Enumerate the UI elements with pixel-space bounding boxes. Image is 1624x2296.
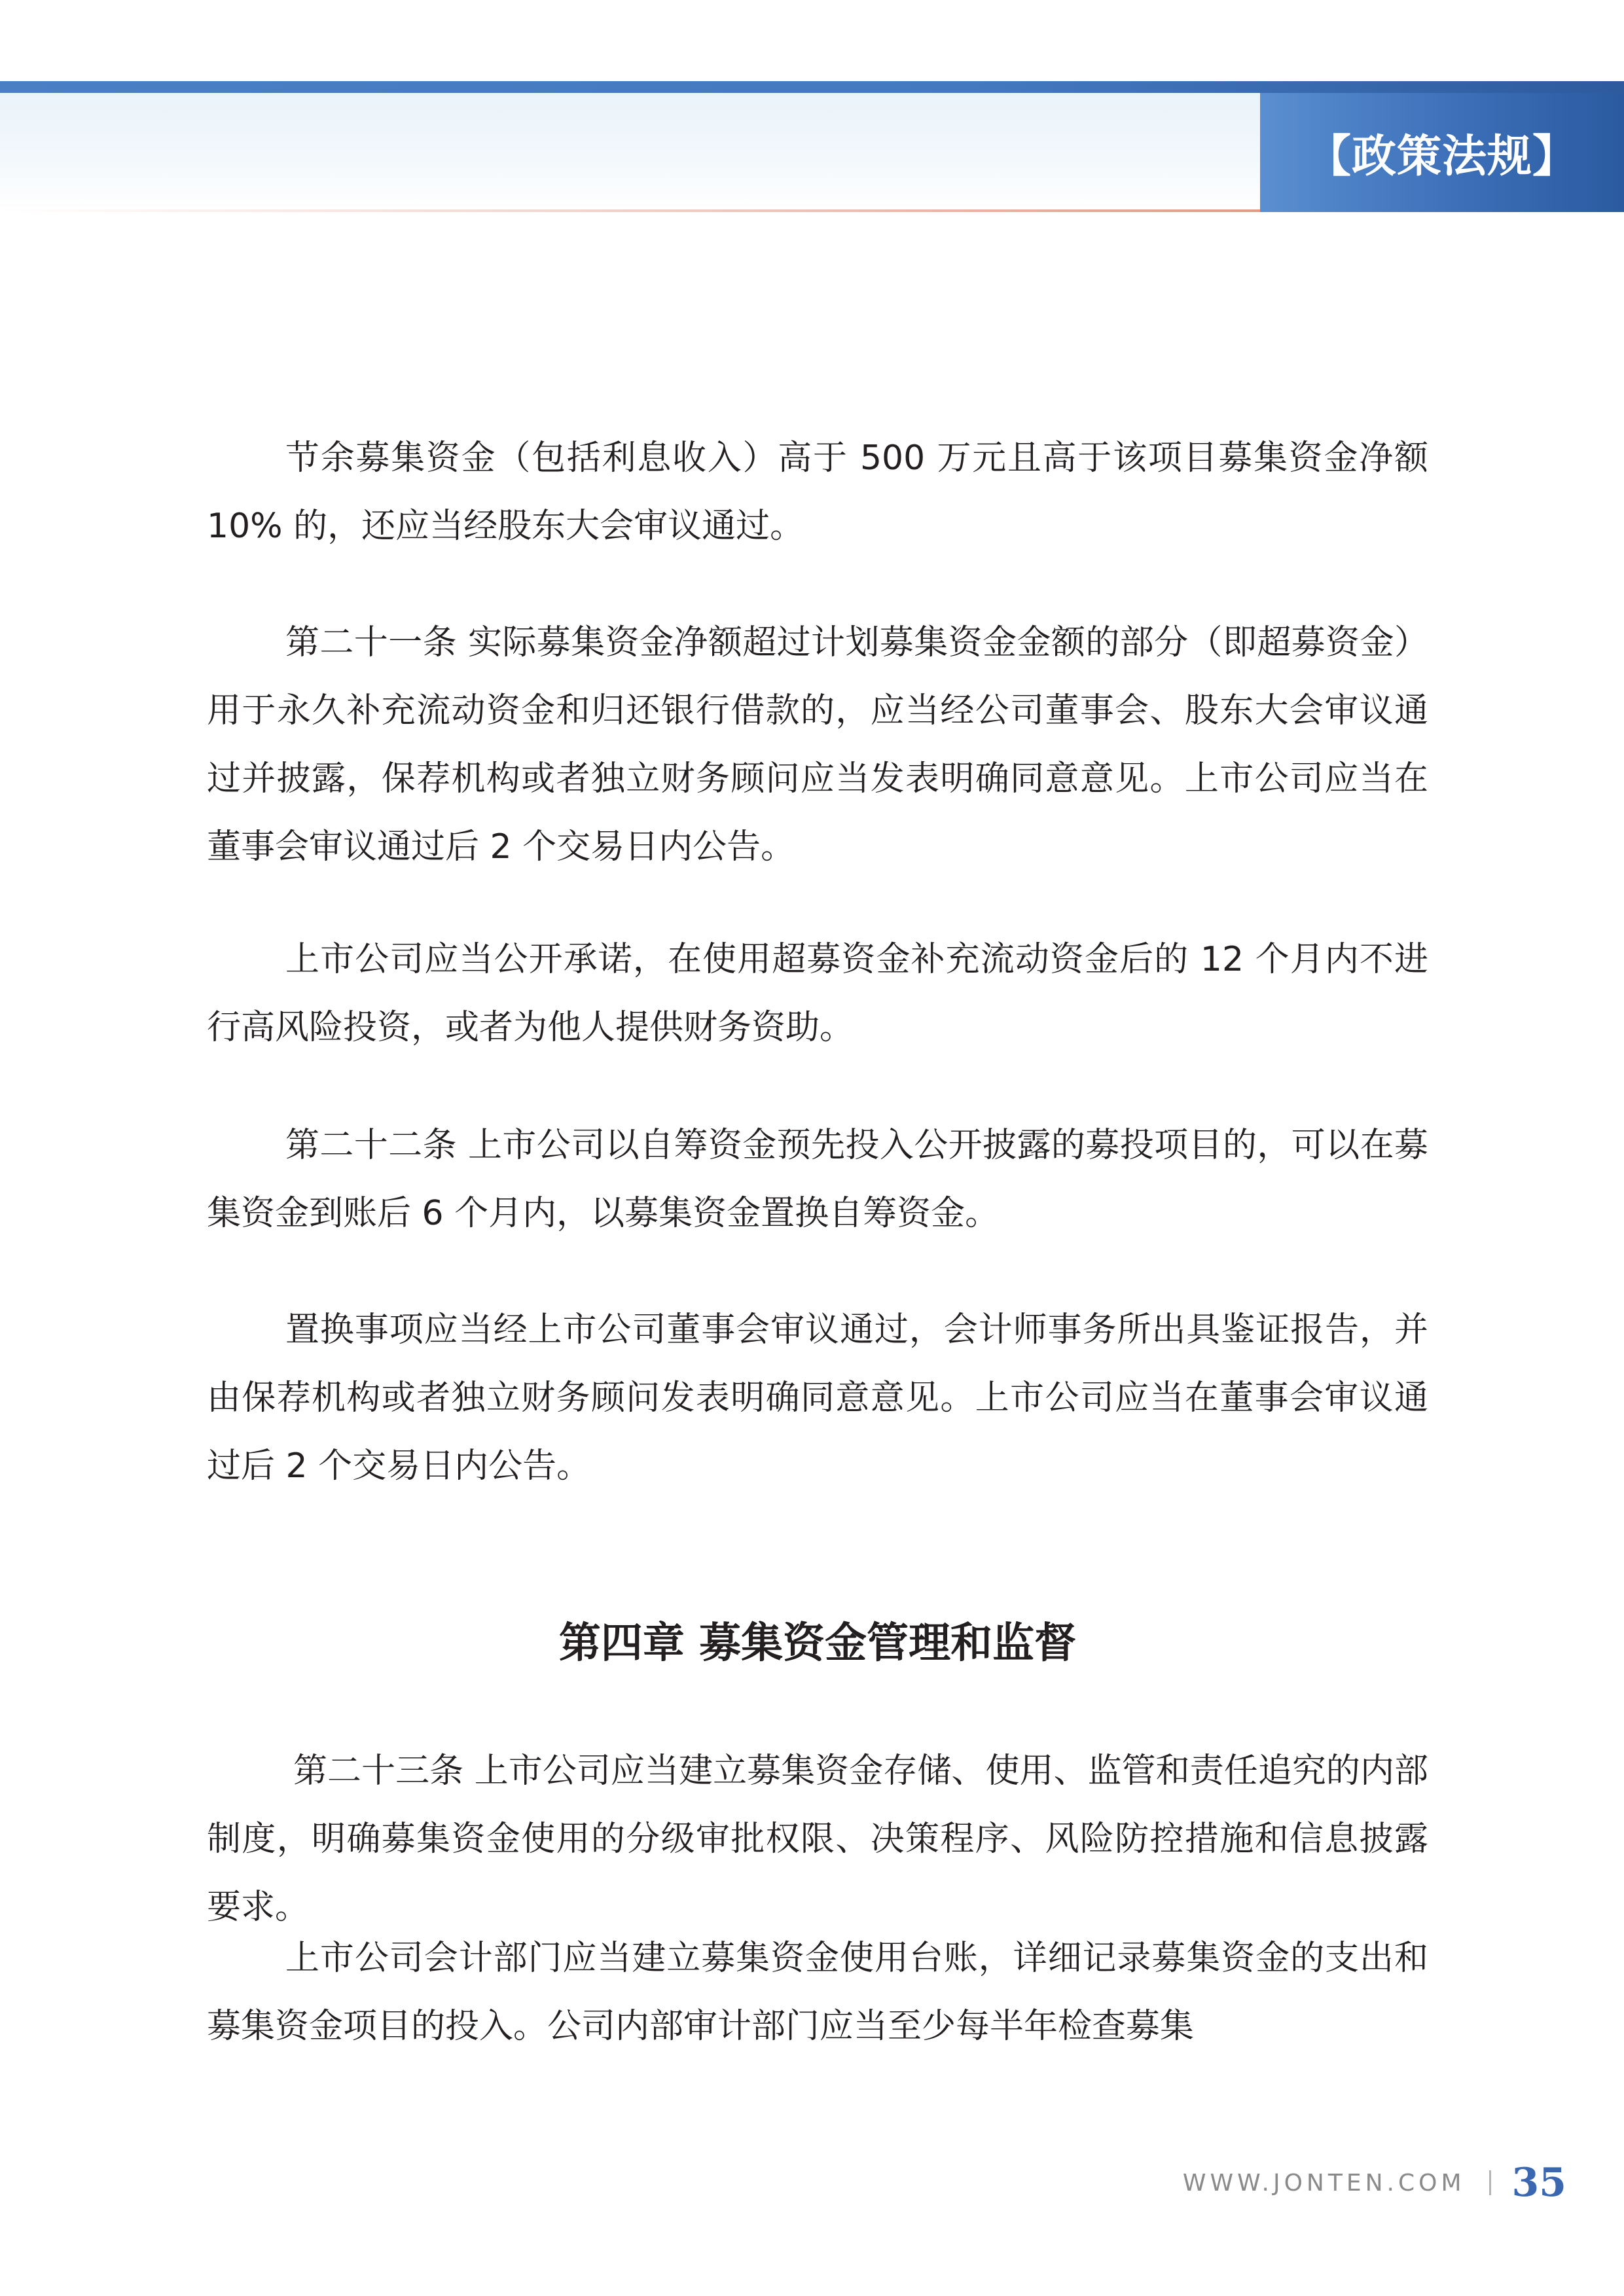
paragraph: 第二十二条 上市公司以自筹资金预先投入公开披露的募投项目的，可以在募集资金到账后 6 个月内，以募集资金置换自筹资金。 [207, 1126, 1428, 1233]
website-url: WWW.JONTEN.COM [1182, 2169, 1466, 2197]
page-number: 35 [1511, 2160, 1566, 2206]
paragraph: 第二十三条 上市公司应当建立募集资金存储、使用、监管和责任追究的内部制度，明确募集资金使用的分级审批权限、决策程序、风险防控措施和信息披露要求。 [207, 1751, 1428, 1927]
paragraph: 上市公司应当公开承诺，在使用超募资金补充流动资金后的 12 个月内不进行高风险投资，或者为他人提供财务资助。 [207, 940, 1428, 1047]
header-top-rule [0, 81, 1624, 93]
chapter-title: 第四章 募集资金管理和监督 [558, 1619, 1077, 1668]
paragraph: 置换事项应当经上市公司董事会审议通过，会计师事务所出具鉴证报告，并由保荐机构或者独立财务顾问发表明确同意意见。上市公司应当在董事会审议通过后 2 个交易日内公告。 [207, 1310, 1428, 1486]
paragraph: 第二十一条 实际募集资金净额超过计划募集资金金额的部分（即超募资金）用于永久补充流动资金和归还银行借款的，应当经公司董事会、股东大会审议通过并披露，保荐机构或者独立财务顾问应当发表明确同意意见。上市公司应当在董事会审议通过后 2 个交易日内公告。 [207, 623, 1428, 867]
header-underline [0, 209, 1260, 212]
page-footer [1183, 2160, 1566, 2206]
paragraph: 节余募集资金（包括利息收入）高于 500 万元且高于该项目募集资金净额 10% 的，还应当经股东大会审议通过。 [207, 439, 1428, 546]
header-band [0, 93, 1260, 211]
paragraph: 上市公司会计部门应当建立募集资金使用台账，详细记录募集资金的支出和募集资金项目的投入。公司内部审计部门应当至少每半年检查募集 [207, 1939, 1428, 2046]
footer-divider [1489, 2170, 1491, 2195]
section-label: 【政策法规】 [1306, 130, 1578, 183]
section-tab [1260, 93, 1624, 212]
